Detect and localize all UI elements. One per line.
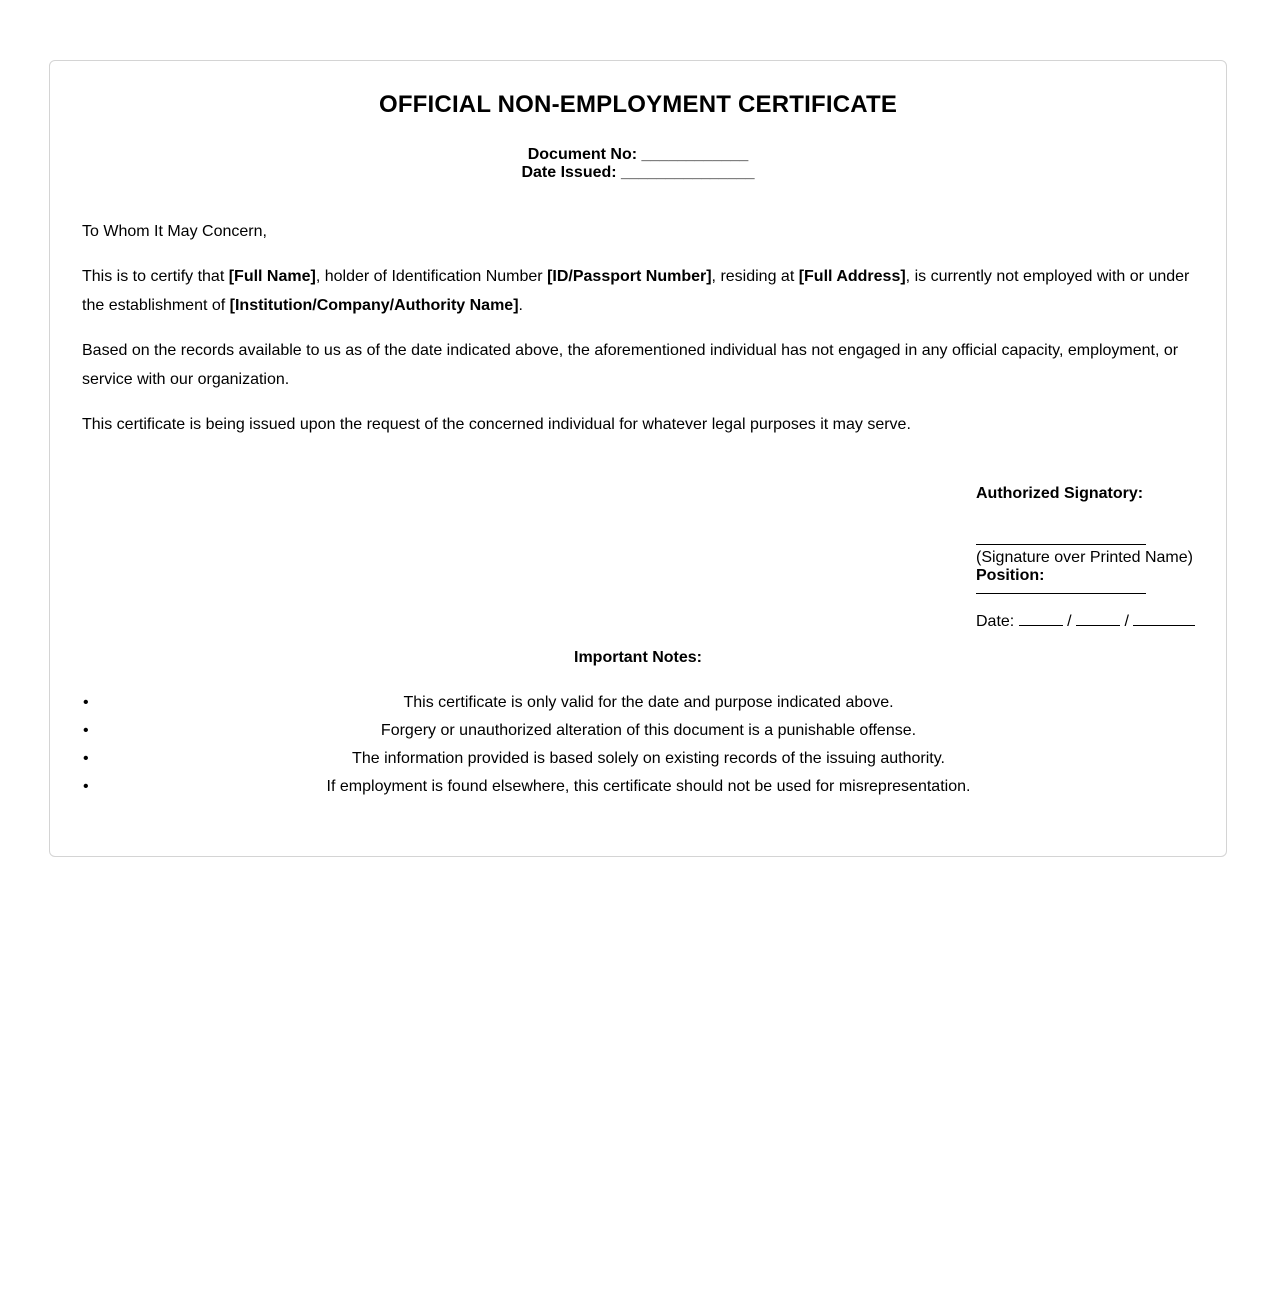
para1-text-3: , residing at [711,268,799,285]
institution-placeholder: [Institution/Company/Authority Name] [229,297,519,314]
date-separator-2: / [1124,613,1129,630]
date-issued-label: Date Issued: [521,164,617,181]
certificate-card [49,60,1227,857]
full-address-placeholder: [Full Address] [798,268,906,285]
note-text: Forgery or unauthorized alteration of this document is a punishable offense. [380,722,917,739]
signature-caption: (Signature over Printed Name) [976,549,1193,566]
note-item [82,717,1215,745]
certification-paragraph [82,262,1194,320]
important-notes-list [82,689,1215,801]
signature-line [976,544,1146,545]
authorized-signatory-label: Authorized Signatory: [976,485,1144,502]
full-name-placeholder: [Full Name] [228,268,316,285]
greeting: To Whom It May Concern, [82,223,267,240]
important-notes-title: Important Notes: [574,649,702,666]
para1-text-5: . [518,297,523,314]
id-number-placeholder: [ID/Passport Number] [547,268,712,285]
date-separator-1: / [1067,613,1072,630]
signature-date [976,611,1216,631]
records-paragraph: Based on the records available to us as of the date indicated above, the aforementioned individual has not engaged in any official capacity, employment, or service with our organization. [82,342,1179,388]
bullet-icon: • [83,694,89,711]
date-year-blank [1133,611,1195,626]
date-issued-blank: _______________ [621,164,755,181]
purpose-paragraph: This certificate is being issued upon the request of the concerned individual for whatever legal purposes it may serve. [82,416,911,433]
certificate-title: OFFICIAL NON-EMPLOYMENT CERTIFICATE [378,91,898,118]
date-month-blank [1076,611,1120,626]
note-text: If employment is found elsewhere, this certificate should not be used for misrepresentation. [326,778,971,795]
para1-text-4: , is currently not employed with or under the establishment of [82,268,1190,314]
signature-date-label: Date: [976,613,1015,630]
document-meta [50,146,1226,182]
date-issued-line [50,164,1226,182]
document-number-label: Document No: [527,146,638,163]
para1-text-2: , holder of Identification Number [315,268,548,285]
bullet-icon: • [83,750,89,767]
bullet-icon: • [83,778,89,795]
signature-block [976,485,1216,631]
date-day-blank [1019,611,1063,626]
position-label: Position: [976,567,1045,584]
document-number-line [50,146,1226,164]
bullet-icon: • [83,722,89,739]
para1-text-1: This is to certify that [82,268,229,285]
note-text: This certificate is only valid for the date and purpose indicated above. [403,694,894,711]
document-number-blank: ____________ [641,146,749,163]
note-text: The information provided is based solely on existing records of the issuing authority. [352,750,945,767]
position-line [976,593,1146,594]
note-item [82,745,1215,773]
note-item [82,773,1215,801]
note-item [82,689,1215,717]
